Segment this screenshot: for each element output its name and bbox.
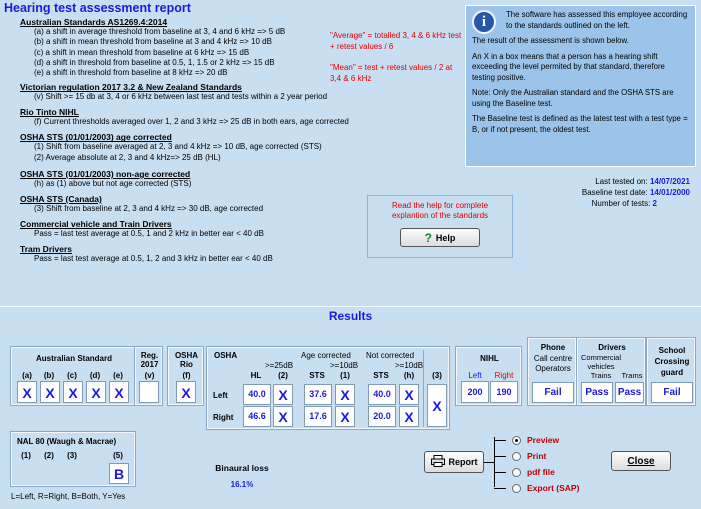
binaural-label: Binaural loss (215, 463, 269, 473)
nal-panel (11, 432, 135, 486)
aus-title: Australian Standard (35, 354, 112, 363)
radio-print[interactable] (512, 452, 521, 461)
info-text: An X in a box means that a person has a hearing shift exceeding the level permited by that standard, therefore testing positive. (472, 51, 665, 82)
osha-divider (423, 350, 424, 427)
baseline-value: 14/01/2000 (649, 188, 690, 197)
aus-c-value: X (68, 385, 78, 401)
osha-age-head: Age corrected (301, 351, 351, 360)
phone-sub: Call centre Operators (533, 354, 573, 373)
australian-standard-panel (11, 347, 135, 405)
report-button-label: Report (448, 457, 478, 467)
std-heading-rio: Rio Tinto NIHL (20, 107, 79, 118)
osha-nac-head: Not corrected (366, 351, 415, 360)
std-line: (d) a shift in threshold from baseline at 0.5, 1, 1.5 or 2 kHz => 15 dB (34, 57, 275, 67)
nihl-left-label: Left (468, 371, 482, 380)
radio-pdf[interactable] (512, 468, 521, 477)
phone-value: Fail (544, 387, 562, 398)
radio-export[interactable] (512, 484, 521, 493)
standards-list (20, 17, 349, 263)
osha-hl: HL (250, 371, 262, 380)
osha-hl-head: >=25dB (265, 361, 294, 370)
printer-icon (431, 455, 445, 469)
osha-right-c2: X (278, 409, 288, 425)
std-line: Pass = last test average at 0.5, 1, 2 and 3 kHz in better ear < 40 dB (34, 254, 273, 264)
std-heading-aus: Australian Standards AS1269.4:2014 (20, 17, 168, 27)
nihl-panel (456, 347, 521, 405)
osha-right-nsts: 20.0 (373, 411, 391, 421)
aus-col: (a) (22, 371, 32, 380)
osha-right-label: Right (213, 413, 234, 422)
reg-col: (v) (144, 371, 155, 380)
page-title: Hearing test assessment report (4, 1, 191, 15)
nihl-left-value: 200 (467, 387, 483, 397)
osha-right-h: X (404, 409, 414, 425)
nal-col: (5) (113, 451, 123, 460)
osha-rio-panel (168, 347, 203, 405)
std-line: (b) a shift in mean threshold from baseline at 3 and 4 kHz => 10 dB (34, 37, 272, 47)
osha-right-hl: 46.6 (248, 411, 266, 421)
option-label: pdf file (527, 467, 555, 477)
option-label: Export (SAP) (527, 483, 580, 493)
std-line: (2) Average absolute at 2, 3 and 4 kHz=> 25 dB (HL) (34, 152, 221, 162)
radio-preview[interactable] (512, 436, 521, 445)
osha-left-hl: 40.0 (248, 389, 266, 399)
osha-left-nsts: 40.0 (373, 389, 391, 399)
reg-2017-panel (135, 347, 162, 405)
last-tested-value: 14/07/2021 (649, 177, 690, 186)
std-heading-commercial: Commercial vehicle and Train Drivers (20, 219, 172, 230)
help-button[interactable] (400, 228, 480, 247)
osha-h: (h) (403, 371, 415, 380)
osha-age-sub: >=10dB (330, 361, 359, 370)
test-info (520, 176, 690, 209)
std-line: (a) a shift in average threshold from baseline at 3, 4 and 6 kHz => 5 dB (34, 27, 286, 36)
osha-left-h: X (404, 387, 414, 403)
aus-e-value: X (114, 385, 124, 401)
results-title: Results (328, 309, 373, 323)
output-option-export[interactable] (494, 480, 579, 496)
nal-col: (3) (67, 451, 77, 460)
osha-c3: (3) (432, 371, 442, 380)
report-button[interactable] (424, 451, 484, 473)
close-button-label: Close (627, 455, 655, 467)
rio-title: OSHA Rio (174, 351, 199, 369)
option-label: Print (527, 451, 547, 461)
output-option-preview[interactable] (494, 432, 579, 448)
std-heading-osha-canada: OSHA STS (Canada) (20, 194, 102, 205)
std-line: (v) Shift >= 15 db at 3, 4 or 6 kHz between last test and tests within a 2 year period (34, 92, 328, 102)
osha-left-c1: X (340, 387, 350, 403)
std-line: (c) a shift in mean threshold from baseline at 6 kHz => 15 dB (34, 47, 250, 57)
nal-col: (1) (21, 451, 31, 460)
last-tested-label: Last tested on: (595, 177, 648, 186)
reg-title: Reg. 2017 (140, 351, 159, 369)
std-heading-vic: Victorian regulation 2017 3.2 & New Zealand Standards (20, 82, 242, 93)
num-tests-value: 2 (652, 199, 657, 208)
std-line: (e) a shift in threshold from baseline at 8 kHz => 20 dB (34, 68, 228, 78)
drivers-commercial-value: Pass (585, 387, 609, 398)
drivers-trams-value: Pass (617, 387, 642, 398)
info-text: Note: Only the Australian standard and the OSHA STS are using the Baseline test. (472, 88, 674, 108)
rio-col: (f) (182, 371, 191, 380)
osha-left-sts: 37.6 (309, 389, 327, 399)
aus-d-value: X (91, 385, 101, 401)
aus-col: (b) (43, 371, 55, 380)
school-title: School Crossing guard (654, 346, 690, 377)
osha-title: OSHA (214, 351, 238, 360)
std-line: Pass = last test average at 0.5, 1 and 2 kHz in better ear < 40 dB (34, 229, 264, 239)
aus-b-value: X (45, 385, 55, 401)
nihl-right-value: 190 (496, 387, 512, 397)
osha-right-c1: X (340, 409, 350, 425)
std-line: (1) Shift from baseline averaged at 2, 3 and 4 kHz => 10 dB, age corrected (STS) (34, 142, 322, 152)
info-text: The result of the assessment is shown below. (472, 36, 629, 45)
std-line: (3) Shift from baseline at 2, 3 and 4 kHz => 30 dB, age corrected (34, 204, 264, 214)
school-panel (647, 338, 695, 405)
drivers-panel (577, 338, 645, 405)
option-label: Preview (527, 435, 560, 445)
drivers-sub2: Trams (621, 371, 643, 380)
output-option-print[interactable] (494, 448, 579, 464)
help-box (367, 195, 513, 258)
osha-c2: (2) (278, 371, 288, 380)
info-text: The software has assessed this employee according to the standards outlined on the left. (506, 10, 688, 30)
divider (0, 306, 701, 307)
connector-line (484, 462, 494, 463)
help-question-icon: ? (424, 230, 432, 245)
std-line: (h) as (1) above but not age corrected (STS) (34, 179, 192, 189)
drivers-title: Drivers (598, 343, 626, 352)
osha-left-c2: X (278, 387, 288, 403)
aus-col: (e) (113, 371, 123, 380)
std-heading-osha-age: OSHA STS (01/01/2003) age corrected (20, 132, 172, 143)
osha-right-sts: 17.6 (309, 411, 327, 421)
info-text: The Baseline test is defined as the latest test with a test type = B, or if not present, the oldest test. (472, 114, 688, 134)
osha-sts: STS (309, 371, 325, 380)
aus-col: (d) (89, 371, 101, 380)
aus-a-value: X (22, 385, 32, 401)
osha-nsts: STS (373, 371, 389, 380)
osha-nac-sub: >=10dB (395, 361, 424, 370)
osha-c3-value: X (432, 398, 442, 414)
rio-value: X (181, 385, 191, 401)
nal-title: NAL 80 (Waugh & Macrae) (17, 437, 117, 446)
mean-note: "Mean" = test + retest values / 2 at 3,4 & 6 kHz (330, 63, 453, 83)
legend-text: L=Left, R=Right, B=Both, Y=Yes (11, 492, 126, 501)
phone-panel (528, 338, 576, 405)
nihl-title: NIHL (480, 354, 499, 363)
osha-c1: (1) (340, 371, 350, 380)
output-options (494, 432, 579, 496)
help-text: Read the help for complete explantion of the standards (391, 201, 489, 220)
baseline-label: Baseline test date: (581, 188, 648, 197)
phone-title: Phone (540, 343, 566, 352)
nal-col: (2) (44, 451, 54, 460)
average-note: "Average" = totalled 3, 4 & 6 kHz test + retest values / 6 (330, 31, 462, 51)
std-heading-osha-nonage: OSHA STS (01/01/2003) non-age corrected (20, 169, 191, 180)
help-button-label: Help (435, 232, 456, 243)
std-line: (f) Current thresholds averaged over 1, 2 and 3 kHz => 25 dB in both ears, age corrected (34, 117, 349, 127)
nal-5-value: B (113, 466, 125, 482)
output-option-pdf[interactable] (494, 464, 579, 480)
nihl-right-label: Right (494, 371, 514, 380)
aus-col: (c) (67, 371, 77, 380)
binaural-value: 16.1% (230, 480, 254, 489)
drivers-sub1: Commercial vehicles Trains (580, 353, 621, 380)
info-panel (465, 5, 696, 167)
osha-left-label: Left (213, 391, 228, 400)
info-icon: i (472, 10, 496, 34)
close-button[interactable] (611, 451, 671, 471)
school-value: Fail (663, 387, 681, 398)
std-heading-tram: Tram Drivers (20, 244, 72, 255)
osha-panel (207, 347, 449, 429)
num-tests-label: Number of tests: (591, 199, 651, 208)
